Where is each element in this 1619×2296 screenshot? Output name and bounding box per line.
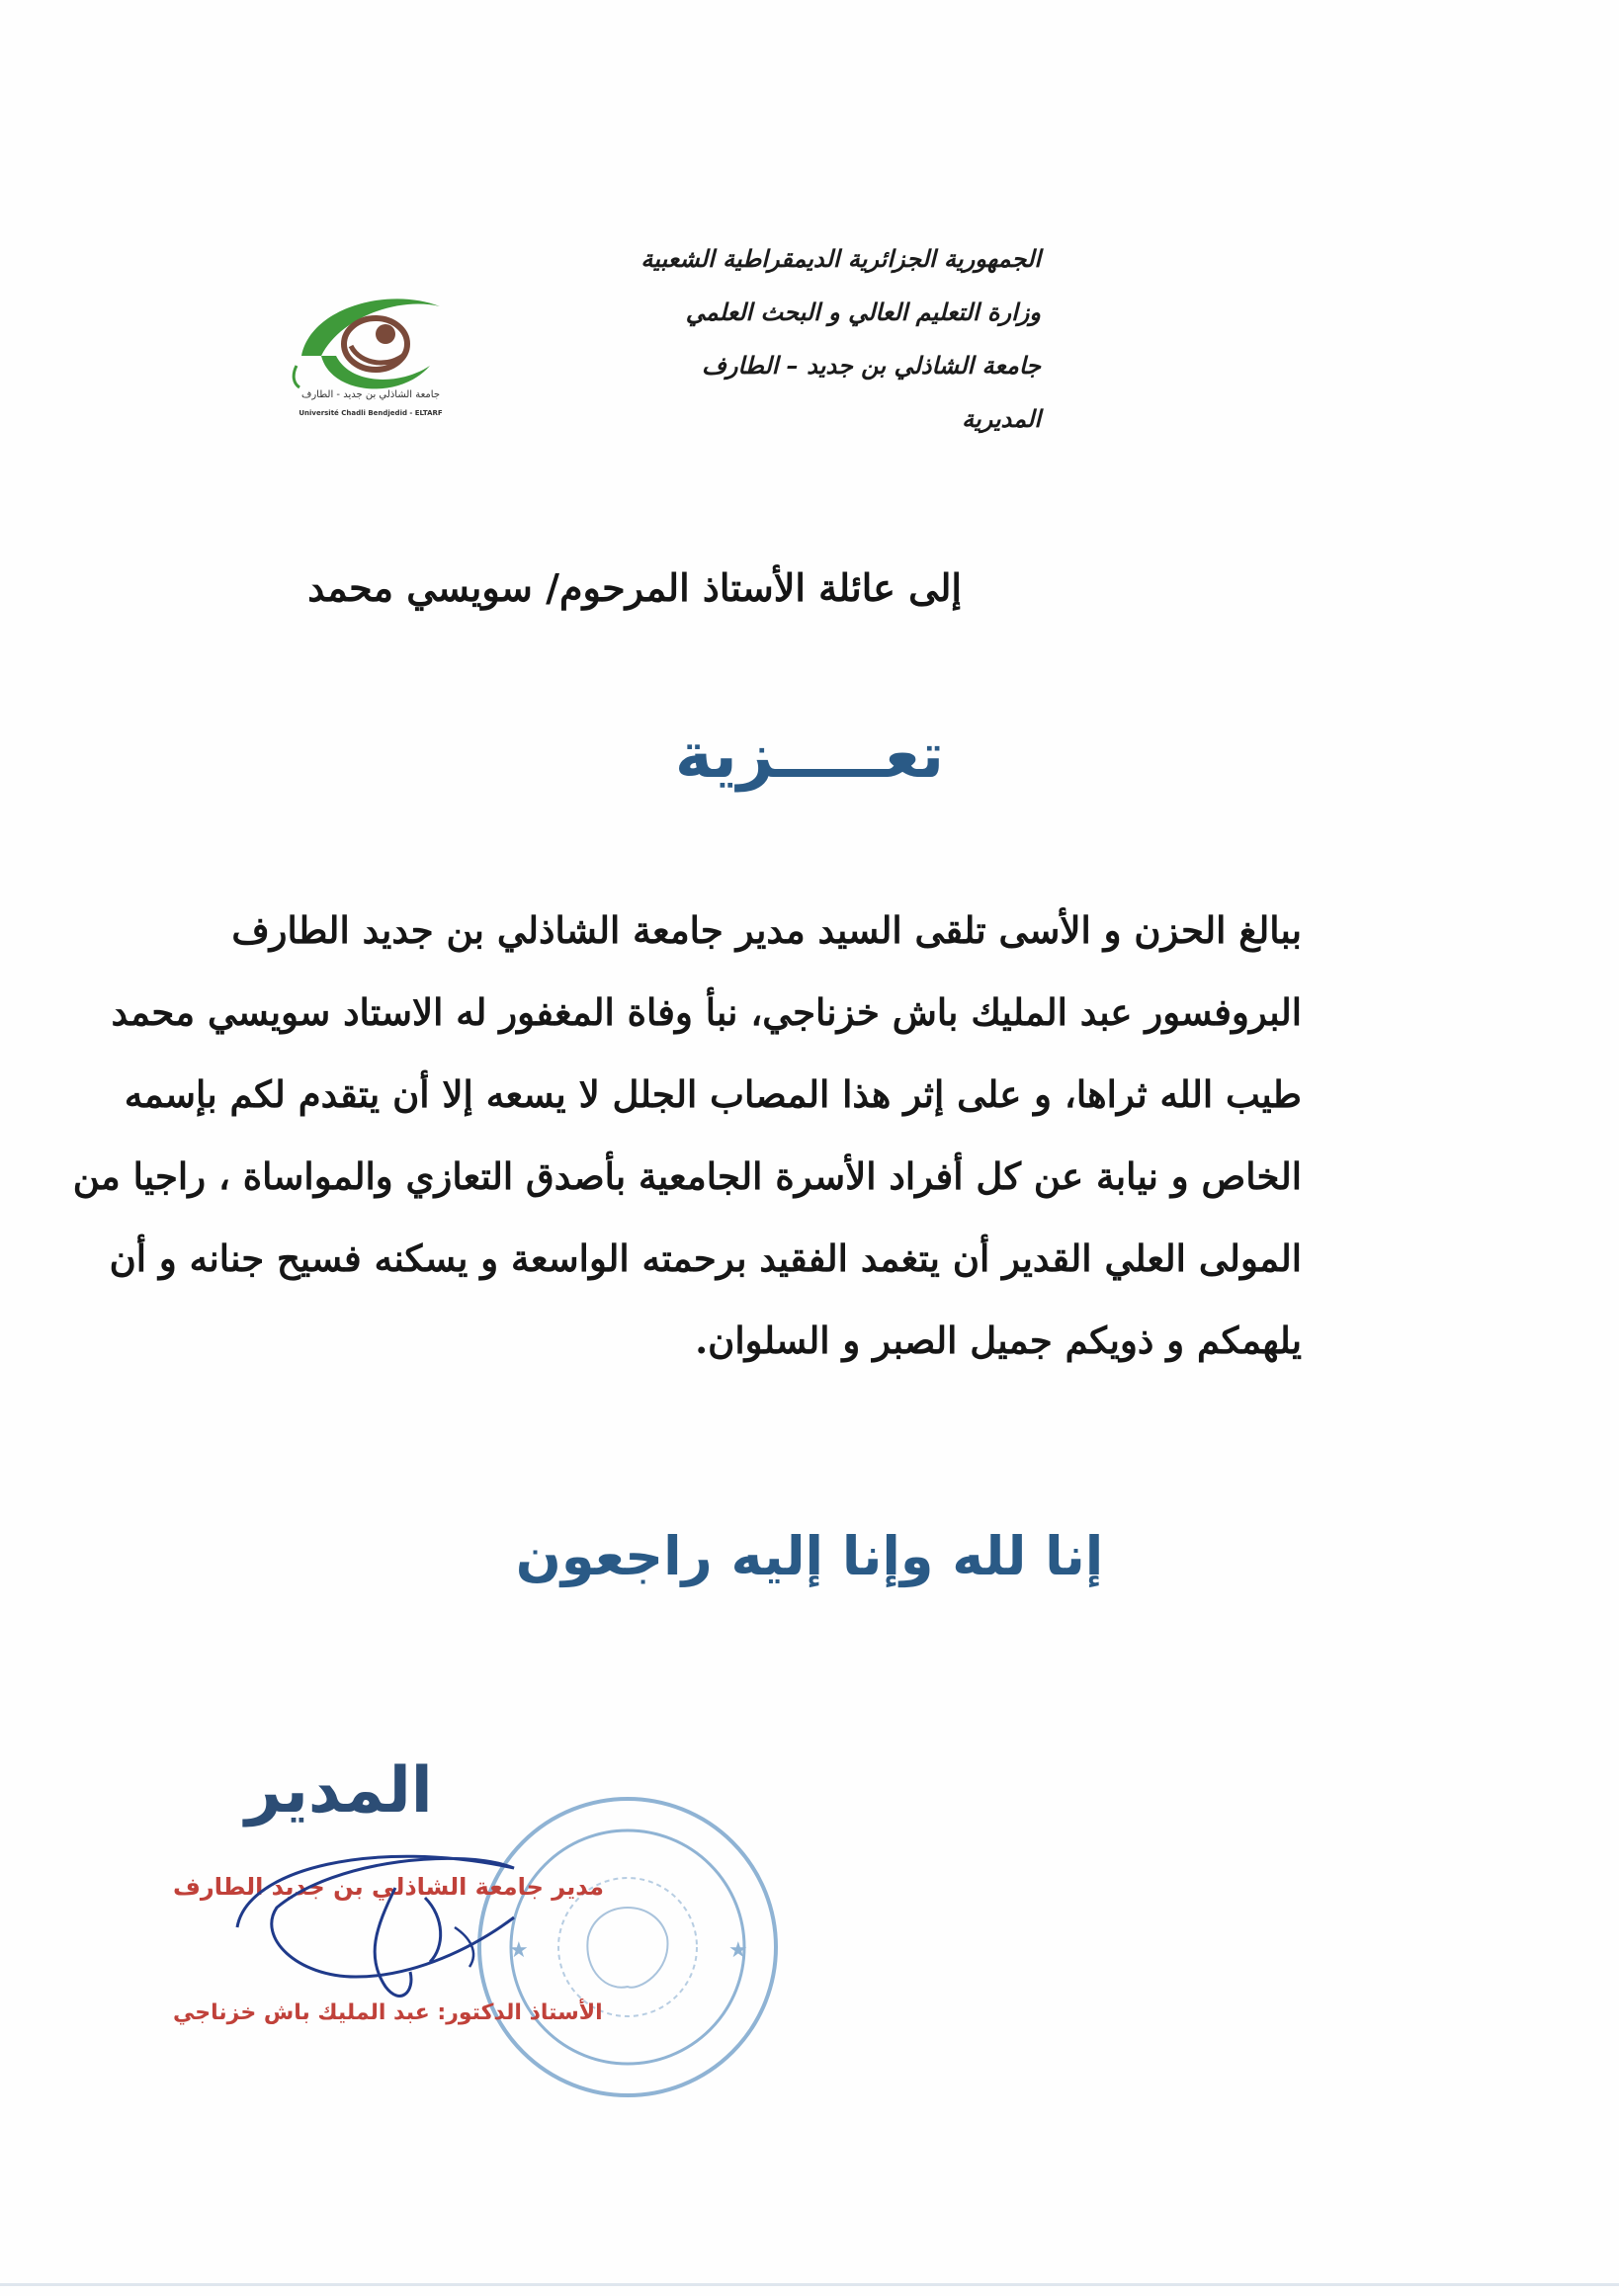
body-line-2: البروفسور عبد المليك باش خزناجي، نبأ وفاة المغفور له الاستاد سويسي محمد bbox=[111, 990, 1302, 1034]
letterhead bbox=[527, 232, 1041, 446]
letterhead-university: جامعة الشاذلي بن جديد – الطارف bbox=[701, 352, 1041, 380]
letterhead-ministry: وزارة التعليم العالي و البحث العلمي bbox=[685, 298, 1041, 326]
document-title: تعـــــزية bbox=[674, 720, 945, 793]
body-line-1: ببالغ الحزن و الأسى تلقى السيد مدير جامعة الشاذلي بن جديد الطارف bbox=[231, 908, 1302, 952]
body-line-3: طيب الله ثراها، و على إثر هذا المصاب الجلل لا يسعه إلا أن يتقدم لكم بإسمه bbox=[124, 1072, 1302, 1116]
addressee-line: إلى عائلة الأستاذ المرحوم/ سويسي محمد bbox=[307, 565, 962, 610]
logo-caption-arabic: جامعة الشاذلي بن جديد - الطارف bbox=[300, 389, 441, 400]
university-logo-icon bbox=[282, 277, 460, 425]
letterhead-directorate: المديرية bbox=[962, 405, 1041, 433]
scan-edge-line bbox=[0, 2283, 1619, 2286]
handwritten-signature bbox=[217, 1779, 573, 2046]
stamp-name-line: الأستاذ الدكتور: عبد المليك باش خزناجي bbox=[173, 2000, 603, 2025]
condolence-body bbox=[72, 890, 1302, 1382]
signatory-title: المدير bbox=[245, 1754, 433, 1828]
svg-text:★: ★ bbox=[728, 1938, 748, 1963]
svg-text:★: ★ bbox=[509, 1938, 529, 1963]
closing-verse: إنا لله وإنا إليه راجعون bbox=[515, 1525, 1104, 1587]
body-line-5: المولى العلي القدير أن يتغمد الفقيد برحمته الواسعة و يسكنه فسيح جنانه و أن bbox=[109, 1236, 1302, 1280]
letterhead-republic: الجمهورية الجزائرية الديمقراطية الشعبية bbox=[640, 245, 1041, 273]
logo-caption-latin: Université Chadli Bendjedid - ELTARF bbox=[298, 409, 443, 417]
body-line-4: الخاص و نيابة عن كل أفراد الأسرة الجامعية بأصدق التعازي والمواساة ، راجيا من bbox=[72, 1154, 1302, 1198]
stamp-director-line: مدير جامعة الشاذلي بن جديد الطارف bbox=[173, 1873, 604, 1901]
body-line-6: يلهمكم و ذويكم جميل الصبر و السلوان. bbox=[695, 1318, 1302, 1362]
